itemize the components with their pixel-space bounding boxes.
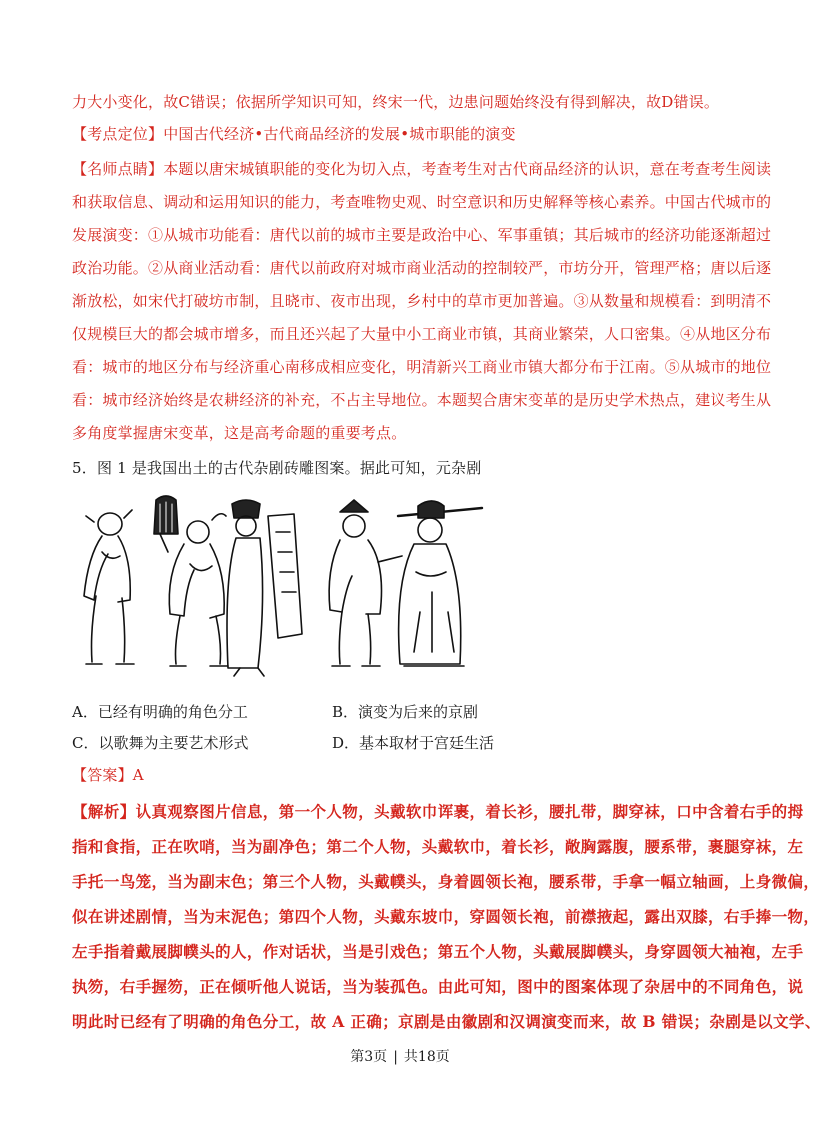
analysis-line: 手托一鸟笼，当为副末色；第三个人物，头戴幞头，身着圆领长袍，腰系带，手拿一幅立轴画，上身微偏，: [72, 872, 820, 891]
commentary-line: 发展演变：①从城市功能看：唐代以前的城市主要是政治中心、军事重镇；其后城市的经济功能逐渐超过: [72, 226, 772, 244]
analysis-line: 执笏，右手握笏，正在倾听他人说话，当为装孤色。由此可知，图中的图案体现了杂居中的不同角色，说: [72, 977, 804, 996]
commentary-line: 和获取信息、调动和运用知识的能力，考查唯物史观、时空意识和历史解释等核心素养。中国古代城市的: [72, 193, 772, 211]
figure-fujing-icon: [84, 510, 134, 664]
figure-monisheng-icon: [227, 500, 302, 676]
page-number: 第3页: [350, 1049, 388, 1065]
question-text: 5．图 1 是我国出土的古代杂剧砖雕图案。据此可知，元杂剧: [72, 459, 482, 477]
option-b: B．演变为后来的京剧: [332, 703, 479, 721]
figure-yinxi-icon: [329, 500, 402, 666]
commentary-line: 仅规模巨大的都会城市增多，而且还兴起了大量中小工商业市镇，其商业繁荣，人口密集。④从地区分布: [72, 325, 772, 343]
opera-brick-carving-figure: [72, 492, 472, 684]
option-c: C．以歌舞为主要艺术形式: [72, 734, 249, 752]
answer-line: 【答案】A: [72, 766, 144, 784]
option-a: A．已经有明确的角色分工: [72, 703, 248, 721]
analysis-line: 明此时已经有了明确的角色分工，故 A 正确；京剧是由徽剧和汉调演变而来，故 B 错误；杂剧是以文学、: [72, 1012, 821, 1031]
intro-line: 力大小变化，故C错误；依据所学知识可知，终宋一代，边患问题始终没有得到解决，故D错误。: [72, 93, 720, 111]
commentary-line: 渐放松，如宋代打破坊市制，且晓市、夜市出现，乡村中的草市更加普遍。③从数量和规模看：到明清不: [72, 292, 772, 310]
birdcage-icon: [154, 496, 178, 534]
page-footer: 第3页 | 共18页: [350, 1049, 450, 1065]
page-total: 共18页: [403, 1049, 450, 1065]
commentary-line: 看：城市的地区分布与经济重心南移成相应变化，明清新兴工商业市镇大都分布于江南。⑤从城市的地位: [72, 358, 772, 376]
analysis-line: 指和食指，正在吹哨，当为副净色；第二个人物，头戴软巾，着长衫，敞胸露腹，腰系带，裹腿穿袜，左: [72, 837, 804, 856]
figure-zhuanggu-icon: [398, 501, 482, 666]
analysis-line: 似在讲述剧情，当为末泥色；第四个人物，头戴东坡巾，穿圆领长袍，前襟掖起，露出双膝，右手捧一物，: [72, 907, 820, 926]
commentary-line: 【名师点睛】本题以唐宋城镇职能的变化为切入点，考查考生对古代商品经济的认识，意在考查考生阅读: [72, 160, 772, 178]
option-d: D．基本取材于宫廷生活: [332, 734, 495, 752]
analysis-line: 【解析】认真观察图片信息，第一个人物，头戴软巾诨裹，着长衫，腰扎带，脚穿袜，口中含着右手的拇: [72, 802, 804, 821]
analysis-line: 左手指着戴展脚幞头的人，作对话状，当是引戏色；第五个人物，头戴展脚幞头，身穿圆领大袖袍，左手: [72, 942, 804, 961]
figure-fumo-icon: [160, 514, 228, 666]
commentary-line: 政治功能。②从商业活动看：唐代以前政府对城市商业活动的控制较严，市坊分开，管理严格；唐以后逐: [72, 259, 772, 277]
commentary-line: 看：城市经济始终是农耕经济的补充，不占主导地位。本题契合唐宋变革的是历史学术热点，建议考生从: [72, 391, 772, 409]
commentary-line: 多角度掌握唐宋变革，这是高考命题的重要考点。: [72, 424, 407, 442]
kaodian-line: 【考点定位】中国古代经济•古代商品经济的发展•城市职能的演变: [72, 125, 516, 143]
